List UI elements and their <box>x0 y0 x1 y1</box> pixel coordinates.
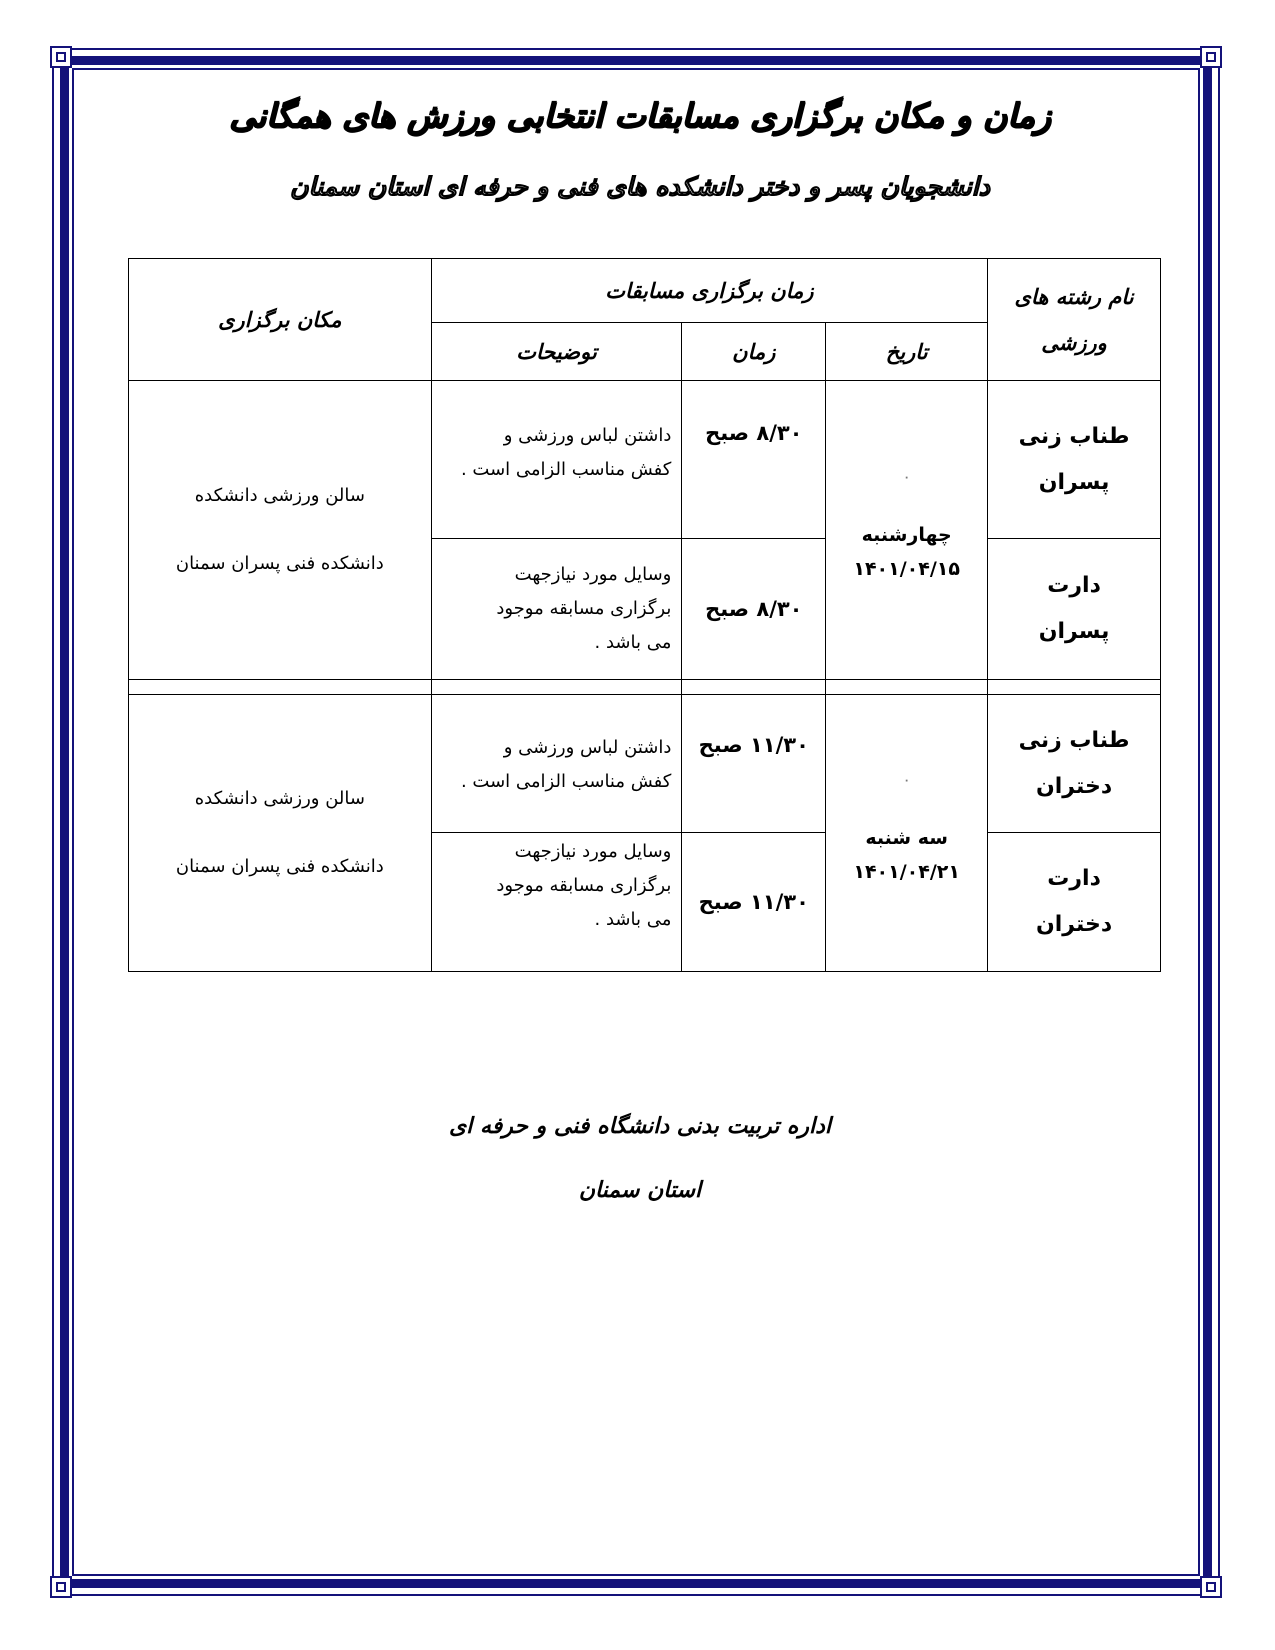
time-cell: ۱۱/۳۰ صبح <box>682 833 826 972</box>
time-cell: ۸/۳۰ صبح <box>682 381 826 539</box>
notes-cell: وسایل مورد نیازجهت برگزاری مسابقه موجود می باشد . <box>431 539 682 680</box>
document-title: زمان و مکان برگزاری مسابقات انتخابی ورزش های همگانی <box>229 96 1051 135</box>
sport-cell: دارت پسران <box>988 539 1161 680</box>
date-value: ۱۴۰۱/۰۴/۲۱ <box>853 861 960 883</box>
sport-cell: طناب زنی دختران <box>988 695 1161 833</box>
footer-province: استان سمنان <box>578 1178 702 1203</box>
header-date: تاریخ <box>826 323 988 381</box>
time-cell: ۱۱/۳۰ صبح <box>682 695 826 833</box>
header-time-group: زمان برگزاری مسابقات <box>431 259 987 323</box>
table-row <box>129 695 1161 833</box>
dot-mark: · <box>904 473 909 484</box>
sport-cell: طناب زنی پسران <box>988 381 1161 539</box>
dot-mark: · <box>904 776 909 787</box>
day-label: سه شنبه <box>865 827 948 849</box>
date-cell <box>826 695 988 972</box>
notes-cell: داشتن لباس ورزشی و کفش مناسب الزامی است . <box>431 381 682 539</box>
header-venue: مکان برگزاری <box>129 259 432 381</box>
table-row <box>129 381 1161 539</box>
notes-cell: داشتن لباس ورزشی و کفش مناسب الزامی است . <box>431 695 682 833</box>
date-cell <box>826 381 988 680</box>
date-value: ۱۴۰۱/۰۴/۱۵ <box>853 558 960 580</box>
header-notes: توضیحات <box>431 323 682 381</box>
corner-ornament-bottom-left <box>50 1576 72 1598</box>
document-subtitle: دانشجویان پسر و دختر دانشکده های فنی و حرفه ای استان سمنان <box>290 172 990 201</box>
venue-cell: سالن ورزشی دانشکده دانشکده فنی پسران سمنان <box>129 695 432 972</box>
notes-cell: وسایل مورد نیازجهت برگزاری مسابقه موجود می باشد . <box>431 833 682 972</box>
day-label: چهارشنبه <box>861 524 952 546</box>
spacer-row <box>129 680 1161 695</box>
header-time: زمان <box>682 323 826 381</box>
corner-ornament-top-right <box>1200 46 1222 68</box>
header-sport: نام رشته های ورزشی <box>988 259 1161 381</box>
schedule-table <box>128 258 1161 972</box>
corner-ornament-top-left <box>50 46 72 68</box>
time-cell: ۸/۳۰ صبح <box>682 539 826 680</box>
corner-ornament-bottom-right <box>1200 1576 1222 1598</box>
venue-cell: سالن ورزشی دانشکده دانشکده فنی پسران سمنان <box>129 381 432 680</box>
footer-office: اداره تربیت بدنی دانشگاه فنی و حرفه ای <box>448 1114 832 1139</box>
sport-cell: دارت دختران <box>988 833 1161 972</box>
